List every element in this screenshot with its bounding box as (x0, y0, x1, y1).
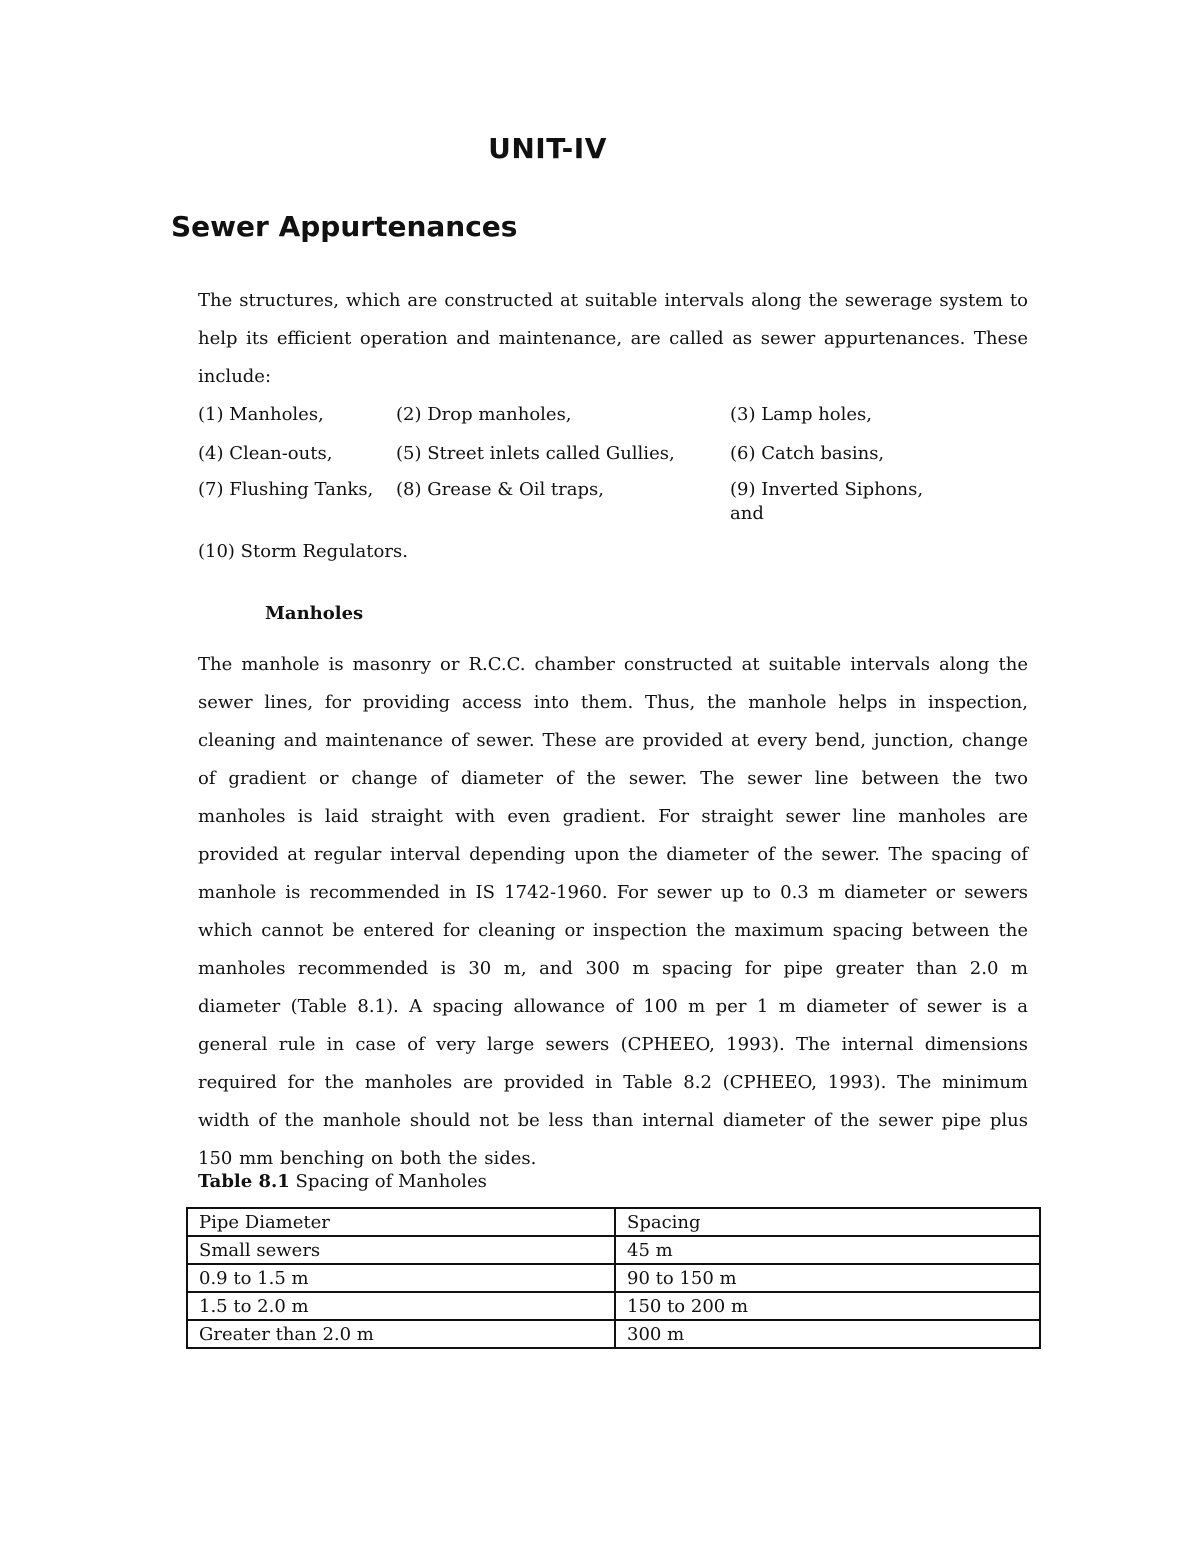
table-caption-text: Spacing of Manholes (289, 1171, 487, 1192)
list-item: (3) Lamp holes, (730, 404, 873, 425)
table-cell: 150 to 200 m (615, 1292, 1040, 1320)
table-cell: 90 to 150 m (615, 1264, 1040, 1292)
list-item: (7) Flushing Tanks, (198, 479, 374, 500)
table-caption-label: Table 8.1 (198, 1171, 290, 1192)
list-item: (5) Street inlets called Gullies, (396, 443, 675, 464)
list-item: (2) Drop manholes, (396, 404, 572, 425)
list-item: (8) Grease & Oil traps, (396, 479, 604, 500)
section-title: Sewer Appurtenances (171, 210, 518, 243)
table-header-row (187, 1208, 1040, 1236)
manholes-heading: Manholes (265, 603, 364, 624)
table-cell: Small sewers (187, 1236, 615, 1264)
table-cell: Greater than 2.0 m (187, 1320, 615, 1348)
intro-paragraph: The structures, which are constructed at suitable intervals along the sewerage system to help its efficient operation and maintenance, are called as sewer appurtenances. These include: (198, 290, 1028, 387)
table-row (187, 1236, 1040, 1264)
table-cell: 45 m (615, 1236, 1040, 1264)
list-item: (9) Inverted Siphons, and (730, 479, 924, 524)
unit-title: UNIT-IV (488, 132, 607, 165)
table-cell: 300 m (615, 1320, 1040, 1348)
list-item: (10) Storm Regulators. (198, 541, 408, 562)
table-header-cell: Spacing (615, 1208, 1040, 1236)
manholes-paragraph: The manhole is masonry or R.C.C. chamber constructed at suitable intervals along the sewer lines, for providing access into them. Thus, the manhole helps in inspection, cleaning and maintenance of sewer. These are provided at every bend, junction, change of gradient or change of diameter of the sewer. The sewer line between the two manholes is laid straight with even gradient. For straight sewer line manholes are provided at regular interval depending upon the diameter of the sewer. The spacing of manhole is recommended in IS 1742-1960. For sewer up to 0.3 m diameter or sewers which cannot be entered for cleaning or inspection the maximum spacing between the manholes recommended is 30 m, and 300 m spacing for pipe greater than 2.0 m diameter (Table 8.1). A spacing allowance of 100 m per 1 m diameter of sewer is a general rule in case of very large sewers (CPHEEO, 1993). The internal dimensions required for the manholes are provided in Table 8.2 (CPHEEO, 1993). The minimum width of the manhole should not be less than internal diameter of the sewer pipe plus 150 mm benching on both the sides. (198, 654, 1028, 1169)
table-row (187, 1292, 1040, 1320)
list-item: (6) Catch basins, (730, 443, 885, 464)
table-row (187, 1264, 1040, 1292)
manhole-spacing-table (186, 1207, 1041, 1349)
table-cell: 0.9 to 1.5 m (187, 1264, 615, 1292)
table-row (187, 1320, 1040, 1348)
table-cell: 1.5 to 2.0 m (187, 1292, 615, 1320)
list-item: (4) Clean-outs, (198, 443, 333, 464)
table-header-cell: Pipe Diameter (187, 1208, 615, 1236)
list-item: (1) Manholes, (198, 404, 324, 425)
table-caption (198, 1171, 487, 1192)
